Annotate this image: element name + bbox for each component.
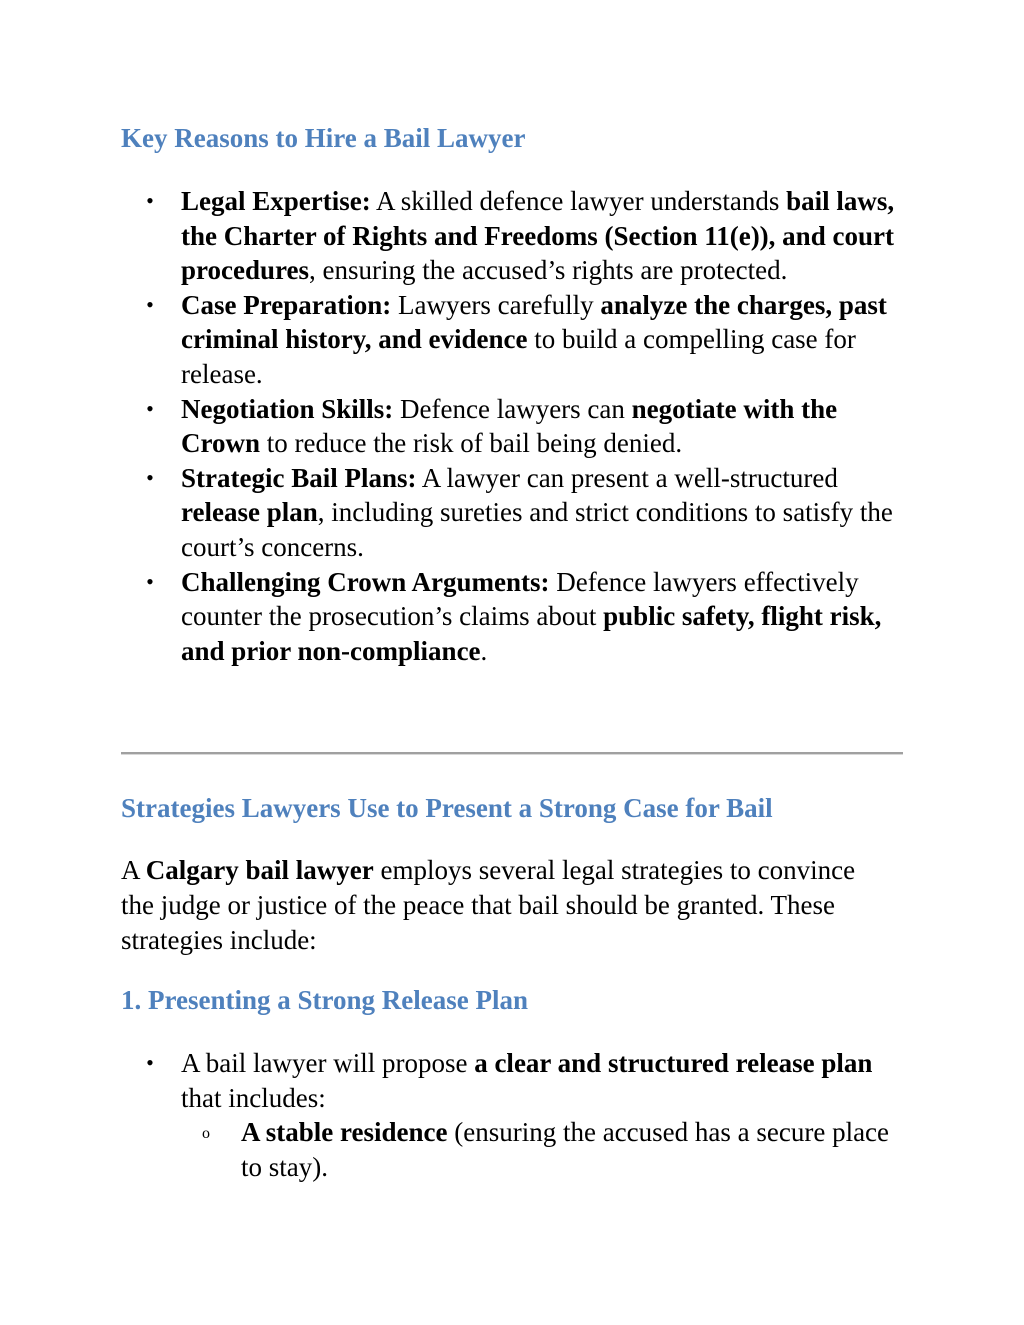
item-text: Defence lawyers effectively counter the prosecution’s claims about bbox=[181, 566, 859, 632]
bullet-icon: • bbox=[146, 1050, 154, 1075]
item-text: A lawyer can present a well-structured bbox=[416, 462, 838, 493]
item-label: Negotiation Skills: bbox=[181, 393, 394, 424]
bullet-icon: • bbox=[146, 291, 154, 317]
list-item bbox=[146, 288, 901, 392]
heading-key-reasons: Key Reasons to Hire a Bail Lawyer bbox=[121, 123, 526, 153]
item-text: to reduce the risk of bail being denied. bbox=[260, 428, 683, 459]
strategies-intro-paragraph bbox=[121, 853, 861, 958]
item-text: A skilled defence lawyer understands bbox=[370, 186, 787, 216]
item-bold-text: public safety, flight risk, and prior non-compliance bbox=[181, 601, 882, 666]
intro-bold-text: Calgary bail lawyer bbox=[145, 855, 374, 885]
item-text: . bbox=[480, 635, 488, 666]
item-text: that includes: bbox=[181, 1082, 326, 1113]
item-text: , including sureties and strict conditions to satisfy the court’s concerns. bbox=[181, 497, 893, 562]
horizontal-divider bbox=[121, 752, 903, 755]
item-text: A bail lawyer will propose bbox=[181, 1048, 475, 1078]
list-item bbox=[146, 392, 901, 461]
item-label: Challenging Crown Arguments: bbox=[181, 566, 550, 597]
item-bold-text: a clear and structured release plan bbox=[474, 1048, 873, 1078]
hollow-bullet-icon: o bbox=[202, 1125, 210, 1143]
item-bold-text: negotiate with the Crown bbox=[181, 393, 838, 459]
sub-list-item bbox=[202, 1115, 901, 1184]
item-text: Lawyers carefully bbox=[391, 289, 601, 320]
item-text: , ensuring the accused’s rights are protected. bbox=[309, 255, 788, 286]
release-plan-list bbox=[146, 1046, 901, 1184]
item-label: Case Preparation: bbox=[181, 289, 392, 320]
bullet-icon: • bbox=[146, 568, 154, 594]
sub-item-text: (ensuring the accused has a secure place to stay). bbox=[241, 1117, 890, 1182]
item-bold-text: analyze the charges, past criminal history, and evidence bbox=[181, 289, 887, 355]
item-text: Defence lawyers can bbox=[393, 393, 632, 424]
list-item bbox=[146, 1046, 901, 1184]
heading-release-plan: 1. Presenting a Strong Release Plan bbox=[121, 985, 528, 1015]
list-item bbox=[146, 565, 901, 669]
item-label: Legal Expertise: bbox=[181, 186, 371, 216]
item-bold-text: release plan bbox=[181, 497, 318, 528]
release-plan-sublist bbox=[181, 1115, 901, 1184]
key-reasons-list bbox=[146, 184, 901, 668]
intro-text: employs several legal strategies to convince the judge or justice of the peace that bail should be granted. These strategies include: bbox=[121, 855, 856, 955]
bullet-icon: • bbox=[146, 395, 154, 421]
item-label: Strategic Bail Plans: bbox=[181, 462, 417, 493]
item-bold-text: bail laws, the Charter of Rights and Freedoms (Section 11(e)), and court procedures bbox=[181, 186, 895, 286]
bullet-icon: • bbox=[146, 188, 154, 213]
list-item bbox=[146, 461, 901, 565]
heading-strategies: Strategies Lawyers Use to Present a Strong Case for Bail bbox=[121, 793, 773, 823]
item-text: to build a compelling case for release. bbox=[181, 324, 856, 389]
sub-item-bold-text: A stable residence bbox=[241, 1117, 448, 1148]
bullet-icon: • bbox=[146, 464, 154, 490]
intro-text: A bbox=[121, 855, 146, 885]
list-item bbox=[146, 184, 901, 288]
